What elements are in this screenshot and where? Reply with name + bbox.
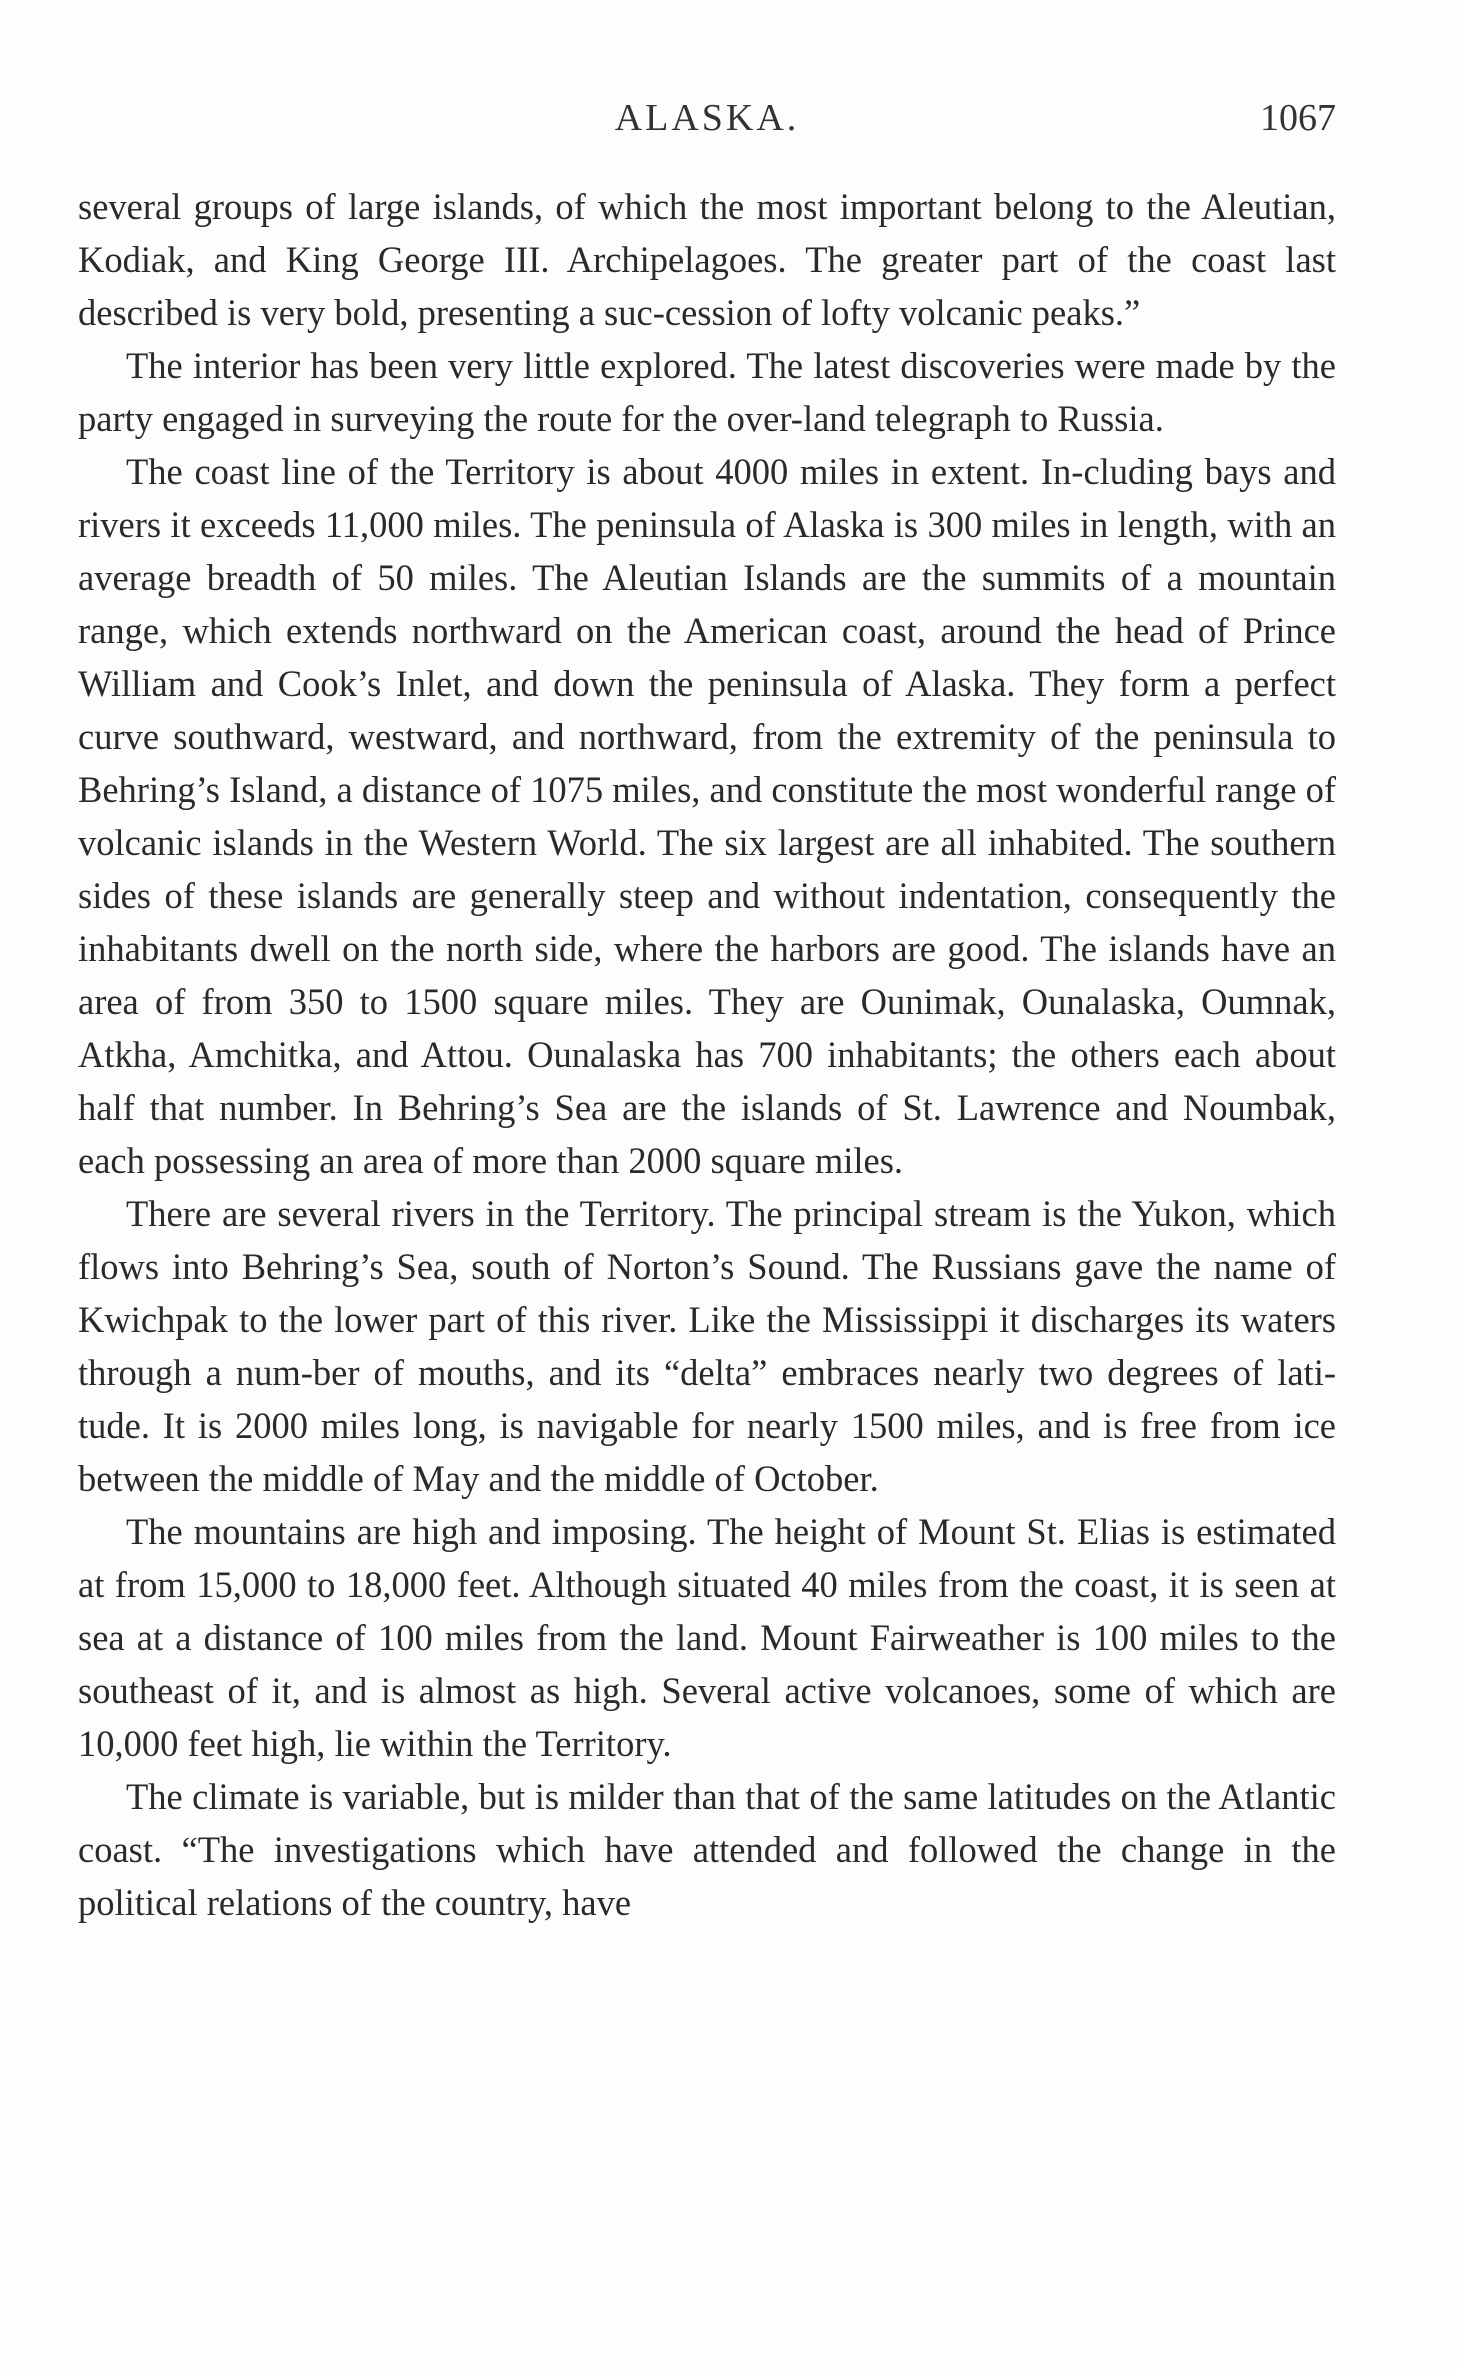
- body-text: [78, 180, 1336, 1929]
- paragraph-climate: The climate is variable, but is milder than that of the same latitudes on the Atlantic coast. “The investigations which have attended and followed the change in the political relations of the country, have: [78, 1776, 1336, 1923]
- paragraph-mountains: The mountains are high and imposing. The height of Mount St. Elias is estimated at from 15,000 to 18,000 feet. Although situated 40 miles from the coast, it is seen at sea at a distance of 100 miles from the land. Mount Fairweather is 100 miles to the southeast of it, and is almost as high. Several active volcanoes, some of which are 10,000 feet high, lie within the Territory.: [78, 1511, 1336, 1764]
- page-number: 1067: [1260, 97, 1336, 139]
- paragraph-interior: The interior has been very little explored. The latest discoveries were made by the party engaged in surveying the route for the over-land telegraph to Russia.: [78, 345, 1336, 439]
- running-head: [78, 96, 1336, 146]
- paragraph-rivers: There are several rivers in the Territory. The principal stream is the Yukon, which flows into Behring’s Sea, south of Norton’s Sound. The Russians gave the name of Kwichpak to the lower part of this river. Like the Mississippi it discharges its waters through a num-ber of mouths, and its “delta” embraces nearly two degrees of lati-tude. It is 2000 miles long, is navigable for nearly 1500 miles, and is free from ice between the middle of May and the middle of October.: [78, 1193, 1336, 1499]
- paragraph-coast-line: The coast line of the Territory is about 4000 miles in extent. In-cluding bays and rivers it exceeds 11,000 miles. The peninsula of Alaska is 300 miles in length, with an average breadth of 50 miles. The Aleutian Islands are the summits of a mountain range, which extends northward on the American coast, around the head of Prince William and Cook’s Inlet, and down the peninsula of Alaska. They form a perfect curve southward, westward, and northward, from the extremity of the peninsula to Behring’s Island, a distance of 1075 miles, and constitute the most wonderful range of volcanic islands in the Western World. The six largest are all inhabited. The southern sides of these islands are generally steep and without indentation, consequently the inhabitants dwell on the north side, where the harbors are good. The islands have an area of from 350 to 1500 square miles. They are Ounimak, Ounalaska, Oumnak, Atkha, Amchitka, and Attou. Ounalaska has 700 inhabitants; the others each about half that number. In Behring’s Sea are the islands of St. Lawrence and Noumbak, each possessing an area of more than 2000 square miles.: [78, 451, 1336, 1181]
- paragraph-continuation: several groups of large islands, of which the most important belong to the Aleutian, Kodiak, and King George III. Archipelagoes. The greater part of the coast last described is very bold, presenting a suc-cession of lofty volcanic peaks.”: [78, 186, 1336, 333]
- page-title: ALASKA.: [614, 97, 800, 139]
